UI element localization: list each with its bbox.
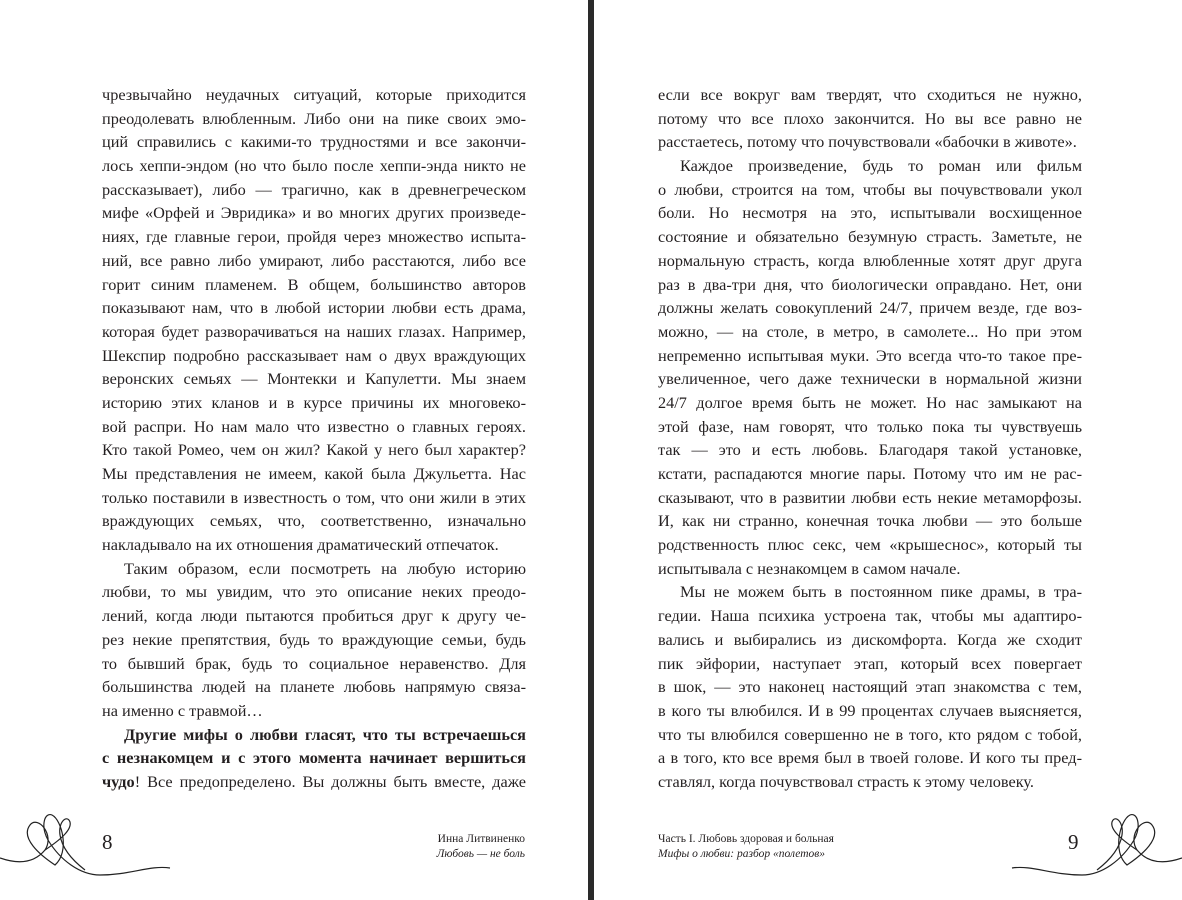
text-line: мифе «Орфей и Эвридика» и во многих других произведе- — [102, 203, 526, 223]
running-footer-right — [658, 832, 958, 862]
text-line: которая будет разворачиваться на наших глазах. Например, — [102, 321, 526, 341]
text-line: о любви, строится на том, чтобы вы почувствовали укол — [658, 179, 1082, 199]
text-line: увеличенное, чего даже технически в нормальной жизни — [658, 369, 1082, 389]
text-line: а в того, кто все время был в твоей голове. И кого ты пред- — [658, 748, 1082, 768]
text-line: враждующих семьях, что, соответственно, изначально — [102, 511, 526, 531]
text-line: нормальную страсть, когда влюбленные хотят друг друга — [658, 250, 1082, 270]
paragraph — [102, 83, 526, 557]
paragraph — [658, 83, 1082, 154]
text-line: рассказывает), либо — трагично, как в древнегреческом — [102, 179, 526, 199]
paragraph — [102, 557, 526, 723]
paragraph — [658, 580, 1082, 793]
text-line: горит синим пламенем. В общем, большинство авторов — [102, 274, 526, 294]
text-line: только поставили в известность о том, что они жили в этих — [102, 487, 526, 507]
text-line: веронских семьях — Монтекки и Капулетти. Мы знаем — [102, 369, 526, 389]
paragraph — [102, 723, 526, 794]
text-line: этой фазе, нам говорят, что только пока ты чувствуешь — [658, 416, 1082, 436]
bold-text-segment: Другие мифы о любви гласят, что ты встречаешься — [124, 724, 526, 744]
text-line: должны желать совокуплений 24/7, причем везде, где воз- — [658, 298, 1082, 318]
text-line: 24/7 долгое время быть не может. Но нас замыкают на — [658, 392, 1082, 412]
hearts-ornament-icon — [0, 800, 200, 880]
text-line: Таким образом, если посмотреть на любую историю — [124, 558, 526, 578]
text-line — [102, 723, 526, 747]
text-line: любви, то мы увидим, что это описание неких преодо- — [102, 582, 526, 602]
text-line: то бывший брак, будь то социальное неравенство. Для — [102, 653, 526, 673]
text-line: Кто такой Ромео, чем он жил? Какой у него был характер? — [102, 440, 526, 460]
text-line: Мы не можем быть в постоянном пике драмы, в тра- — [680, 582, 1082, 602]
text-line: если все вокруг вам твердят, что сходиться не нужно, — [658, 85, 1082, 104]
text-line: гедии. Наша психика устроена так, чтобы мы адаптиро- — [658, 606, 1082, 626]
text-line: лось хеппи-эндом (но что было после хеппи-энда никто не — [102, 156, 526, 176]
text-line: накладывало на их отношения драматический отпечаток. — [102, 535, 499, 555]
text-line: ставлял, когда почувствовал страсть к этому человеку. — [658, 771, 1034, 791]
text-line: большинства людей на планете любовь напрямую связа- — [102, 677, 526, 697]
bold-text-segment: с незнакомцем и с этого момента начинает вершиться — [102, 748, 526, 768]
bold-text-segment: чудо — [102, 771, 135, 791]
text-line: ниях, где главные герои, пройдя через множество испыта- — [102, 227, 526, 247]
left-page-body — [102, 83, 526, 794]
text-line — [102, 770, 526, 794]
text-line: в шок, — это наконец настоящий этап знакомства с тем, — [658, 677, 1082, 697]
text-line: кстати, распадаются многие пары. Потому что им не рас- — [658, 464, 1082, 483]
hearts-ornament-icon — [990, 800, 1182, 880]
text-line — [102, 746, 526, 770]
text-line: вой распри. Но нам мало что известно о главных героях. — [102, 416, 526, 436]
text-line: Мы представления не имеем, какой была Джульетта. Нас — [102, 464, 526, 483]
text-line: ций справились с какими-то трудностями и все закончи- — [102, 132, 526, 152]
text-line: показывают нам, что в любой истории любви есть драма, — [102, 298, 526, 318]
footer-author: Инна Литвиненко — [437, 833, 525, 845]
text-line: состояние и обязательно безумную страсть. Заметьте, не — [658, 227, 1082, 247]
text-line: можно, — на столе, в метро, в самолете... Но при этом — [658, 321, 1082, 341]
text-line: историю этих кланов и в курсе причины их многовеко- — [102, 392, 526, 412]
text-line: боли. Но несмотря на это, испытывали восхищенное — [658, 203, 1082, 223]
text-line: на именно с травмой… — [102, 700, 263, 720]
running-footer-left — [300, 832, 525, 862]
page-number-right: 9 — [1068, 830, 1079, 854]
text-line: пик эйфории, наступает этап, который всех повергает — [658, 653, 1082, 673]
book-spine-divider — [588, 0, 594, 900]
text-line: что ты влюбился совершенно не в того, кто рядом с тобой, — [658, 724, 1082, 744]
text-line: испытывала с незнакомцем в самом начале. — [658, 558, 961, 578]
paragraph — [658, 154, 1082, 580]
text-line: сказывают, что в развитии любви есть некие метаморфозы. — [658, 487, 1082, 507]
page-number-left: 8 — [102, 830, 113, 854]
footer-chapter: Мифы о любви: разбор «полетов» — [658, 848, 825, 860]
right-page-body — [658, 83, 1082, 794]
text-line: ний, все равно либо умирают, либо расстаются, либо все — [102, 250, 526, 270]
footer-book-title: Любовь — не боль — [436, 848, 525, 860]
text-line: родственность плюс секс, чем «крышеснос», который ты — [658, 535, 1082, 555]
text-line: Каждое произведение, будь то роман или фильм — [680, 156, 1082, 176]
text-line: преодолевать влюбленным. Либо они на пике своих эмо- — [102, 108, 526, 128]
text-line: вались и выбирались из дискомфорта. Когда же сходит — [658, 629, 1082, 649]
text-segment: ! Все предопределено. Вы должны быть вместе, даже — [134, 771, 526, 791]
text-line: потому что все плохо закончится. Но вы все равно не — [658, 108, 1082, 128]
text-line: И, как ни странно, конечная точка любви — это больше — [658, 511, 1082, 531]
text-line: в кого ты влюбился. И в 99 процентах случаев выясняется, — [658, 700, 1082, 720]
footer-part: Часть I. Любовь здоровая и больная — [658, 833, 834, 845]
text-line: непременно испытывая муки. Это всегда что-то такое пре- — [658, 345, 1082, 365]
text-line: раз в два-три дня, что биологически оправдано. Нет, они — [658, 274, 1082, 294]
text-line: так — это и есть любовь. Благодаря такой установке, — [658, 440, 1082, 460]
text-line: чрезвычайно неудачных ситуаций, которые приходится — [102, 85, 526, 104]
text-line: расстаетесь, потому что почувствовали «бабочки в животе». — [658, 132, 1077, 152]
text-line: Шекспир подробно рассказывает нам о двух враждующих — [102, 345, 526, 365]
text-line: рез некие препятствия, будь то враждующие семьи, будь — [102, 629, 526, 649]
text-line: лений, когда люди пытаются пробиться друг к другу че- — [102, 606, 526, 626]
